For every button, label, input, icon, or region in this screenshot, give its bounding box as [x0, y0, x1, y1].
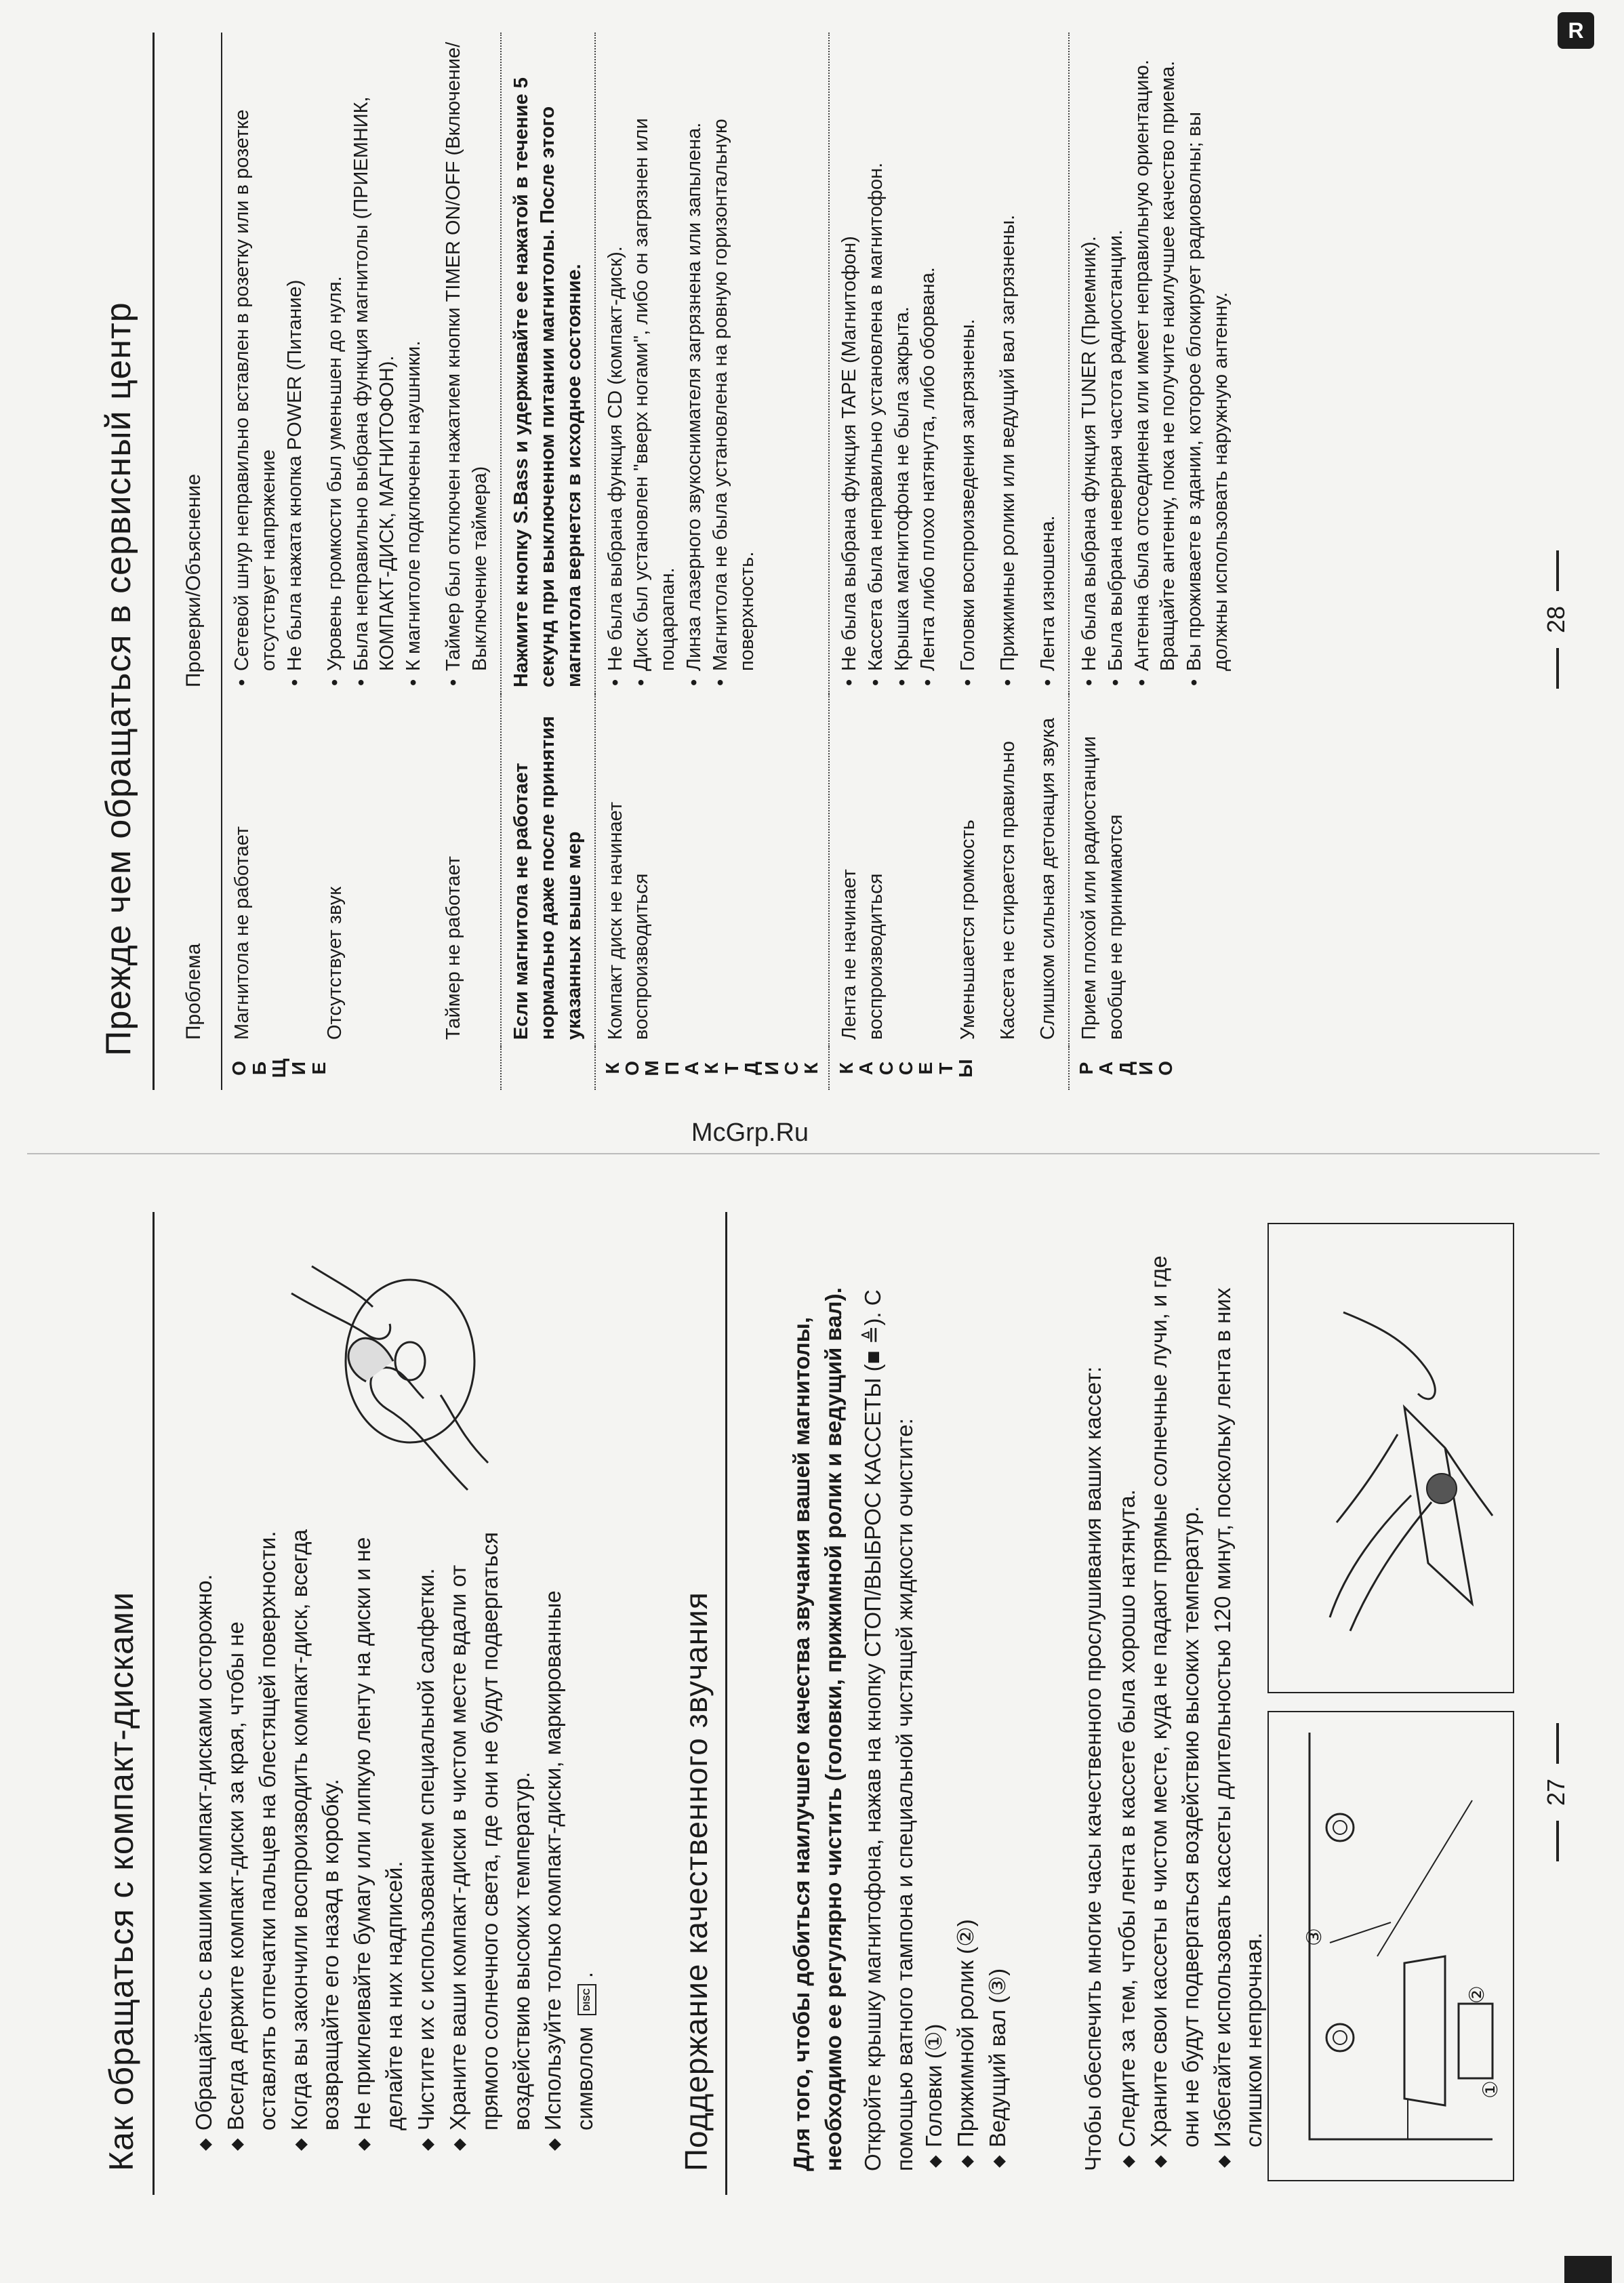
section-letter: Щ	[268, 1058, 289, 1078]
right-title-underline	[153, 33, 155, 1090]
check-cell	[315, 33, 434, 694]
check-item: • Прижимные ролики или ведущий вал загрязнены.	[995, 39, 1021, 687]
section-letter: О	[1155, 1061, 1177, 1076]
section-letter: О	[621, 1061, 643, 1076]
label-heads: ①	[1480, 2080, 1502, 2099]
trouble-row	[434, 33, 501, 1090]
check-list	[603, 39, 760, 687]
check-item: • Лента изношена.	[1035, 39, 1061, 687]
check-cell	[222, 33, 315, 694]
section-letters	[595, 1047, 829, 1090]
section-letter: К	[800, 1062, 822, 1074]
check-list	[1076, 39, 1234, 687]
cd-care-item: ◆ Чистите их с использованием специальной салфетки.	[411, 1527, 443, 2151]
check-item: • К магнитоле подключены наушники.	[401, 39, 427, 687]
compact-disc-logo: DISC	[577, 1984, 596, 2015]
problem-cell: Прием плохой или радиостанции вообще не принимаются	[1069, 694, 1241, 1047]
title2-underline	[725, 1212, 727, 2195]
sound-quality-title: Поддержание качественного звучания	[678, 1592, 714, 2171]
trouble-row	[829, 33, 948, 1090]
label-capstan: ③	[1303, 1928, 1326, 1946]
check-cell	[948, 33, 988, 694]
section-letter: Д	[1115, 1062, 1137, 1075]
page-number-left: 27	[1542, 1708, 1570, 1876]
section-letter: Е	[915, 1062, 937, 1075]
section-letter: Т	[935, 1062, 956, 1074]
reset-instruction: Нажмите кнопку S.Bass и удерживайте ее нажатой в течение 5 секунд при выключенном питании магнитолы. После этого магнитола вернется в исходное состояние.	[510, 77, 585, 687]
section-letter: О	[228, 1061, 250, 1076]
check-cell	[1069, 33, 1241, 694]
check-item: • Не была выбрана функция TAPE (Магнитофон)	[836, 39, 863, 687]
check-cell	[829, 33, 948, 694]
section-letter: Т	[720, 1062, 742, 1074]
section-letter: Ы	[955, 1059, 977, 1078]
section-letters	[829, 1047, 1069, 1090]
language-badge: R	[1558, 12, 1594, 49]
problem-cell: Лента не начинает воспроизводиться	[829, 694, 948, 1047]
trouble-row	[988, 33, 1028, 1090]
section-letters	[222, 1047, 501, 1090]
title-underline	[153, 1212, 155, 2195]
section-letter: Р	[1075, 1062, 1097, 1075]
trouble-row	[948, 33, 988, 1090]
trouble-row	[222, 33, 315, 1090]
problem-cell: Магнитола не работает	[222, 694, 315, 1047]
section-letter: К	[701, 1062, 723, 1074]
check-item: • Линза лазерного звукоснимателя загрязнена или запылена.	[681, 39, 708, 687]
open-lid-instructions: Откройте крышку магнитофона, нажав на кнопку СТОП/ВЫБРОС КАССЕТЫ (■ ≜). С помощью ватного тампона и специальной чистящей жидкости очистите:	[860, 1289, 917, 2171]
check-cell	[434, 33, 501, 694]
service-title: Прежде чем обращаться в сервисный центр	[99, 302, 138, 1056]
cd-care-item: ◆ Когда вы закончили воспроизводить компакт-диск, всегда возвращайте его назад в коробку.	[284, 1527, 348, 2151]
section-letter: П	[661, 1061, 683, 1076]
check-list	[995, 39, 1021, 687]
check-cell	[988, 33, 1028, 694]
trouble-row	[595, 33, 829, 1090]
check-item: • Крышка магнитофона не была закрыта.	[889, 39, 916, 687]
section-letter: И	[288, 1061, 310, 1076]
label-pinch-roller: ②	[1466, 1985, 1488, 2004]
cd-care-list	[188, 1527, 601, 2151]
tape-care-item: ◆ Следите за тем, чтобы лента в кассете была хорошо натянута.	[1112, 1226, 1143, 2168]
check-list	[1035, 39, 1061, 687]
section-letter: Б	[248, 1061, 270, 1076]
clean-part-item: ◆ Ведущий вал (③)	[982, 1558, 1014, 2168]
trouble-row	[315, 33, 434, 1090]
check-list	[836, 39, 941, 687]
check-item: • Кассета была неправильно установлена в магнитофон.	[863, 39, 889, 687]
trouble-row	[1028, 33, 1069, 1090]
problem-cell: Компакт диск не начинает воспроизводиться	[595, 694, 829, 1047]
tape-care-list	[1112, 1226, 1270, 2168]
clean-parts-list	[918, 1558, 1014, 2168]
tape-care-item: ◆ Храните свои кассеты в чистом месте, куда не падают прямые солнечные лучи, и где они не будут подвергаться воздействию высоких температур.	[1143, 1226, 1207, 2168]
section-letter: А	[855, 1061, 877, 1076]
check-item: • Не была нажата кнопка POWER (Питание)	[282, 39, 308, 687]
trouble-row	[1069, 33, 1241, 1090]
troubleshooting-table	[169, 33, 1241, 1090]
check-cell	[1028, 33, 1069, 694]
check-item: • Была выбрана неверная частота радиостанции.	[1103, 39, 1129, 687]
check-item: • Магнитола не была установлена на ровную горизонтальную поверхность.	[708, 39, 760, 687]
cd-care-item: ◆ Обращайтесь с вашими компакт-дисками осторожно.	[188, 1527, 220, 2151]
column-header-check: Проверки/Объяснение	[169, 33, 222, 694]
section-letters	[1069, 1047, 1241, 1090]
check-list	[229, 39, 308, 687]
tape-care-item: ◆ Избегайте использовать кассеты длительностью 120 минут, поскольку лента в них слишком непрочная.	[1207, 1226, 1271, 2168]
check-item: • Таймер был отключен нажатием кнопки TIMER ON/OFF (Включение/Выключение таймера)	[441, 39, 493, 687]
cd-handling-illustration	[264, 1239, 515, 1517]
section-letter: А	[681, 1061, 703, 1076]
check-item: • Уровень громкости был уменьшен до нуля.	[322, 39, 348, 687]
cd-care-item: ◆ Храните ваши компакт-диски в чистом месте вдали от прямого солнечного света, где они не будут подвергаться воздействию высоких температур.	[443, 1527, 538, 2151]
tape-head-diagram	[1267, 1711, 1514, 2181]
section-letter: К	[601, 1062, 623, 1074]
problem-cell: Слишком сильная детонация звука	[1036, 717, 1059, 1040]
check-item: • Вы проживаете в здании, которое блокирует радиоволны; вы должны использовать наружную антенну.	[1181, 39, 1234, 687]
section-letter: С	[895, 1061, 916, 1076]
left-edge-tab	[1564, 2256, 1612, 2283]
cd-handling-title: Как обращаться с компакт-дисками	[102, 1591, 140, 2171]
clean-part-item: ◆ Прижимной ролик (②)	[950, 1558, 982, 2168]
check-item: • Лента либо плохо натянута, либо оборвана.	[915, 39, 941, 687]
cleaning-illustration	[1267, 1223, 1514, 1693]
check-item: • Была неправильно выбрана функция магнитолы (ПРИЕМНИК, КОМПАКТ-ДИСК, МАГНИТОФОН).	[348, 39, 401, 687]
check-item: • Диск был установлен "вверх ногами", либо он загрязнен или поцарапан.	[628, 39, 681, 687]
check-item: • Не была выбрана функция CD (компакт-диск).	[603, 39, 629, 687]
section-letter: С	[781, 1061, 803, 1076]
section-letter: И	[760, 1061, 782, 1076]
problem-cell: Если магнитола не работает нормально даже после принятия указанных выше мер	[501, 694, 595, 1047]
check-item: • Сетевой шнур неправильно вставлен в розетку или в розетке отсутствует напряжение	[229, 39, 282, 687]
watermark: McGrp.Ru	[691, 1118, 809, 1147]
cd-care-item-text: Используйте только компакт-диски, маркированные символом	[540, 1590, 598, 2130]
section-letter: С	[875, 1061, 897, 1076]
maintenance-intro: Для того, чтобы добиться наилучшего качества звучания вашей магнитолы, необходимо ее регулярно чистить (головки, прижимной ролик и ведущий вал).	[789, 1287, 846, 2171]
check-list	[322, 39, 427, 687]
section-letter: Е	[308, 1062, 329, 1075]
problem-cell: Таймер не работает	[443, 855, 465, 1040]
section-letter: Д	[741, 1062, 763, 1075]
trouble-row	[501, 33, 595, 1090]
check-item: • Не была выбрана функция TUNER (Приемник).	[1076, 39, 1103, 687]
check-list	[955, 39, 981, 687]
problem-cell: Отсутствует звук	[323, 887, 346, 1040]
column-header-problem: Проблема	[169, 694, 222, 1047]
problem-cell: Уменьшается громкость	[957, 820, 979, 1040]
check-cell	[501, 33, 595, 694]
cd-care-item: ◆ Всегда держите компакт-диски за края, чтобы не оставлять отпечатки пальцев на блестящей поверхности.	[220, 1527, 284, 2151]
cd-care-item: ◆ Используйте только компакт-диски, маркированные символом DISC .	[537, 1527, 601, 2151]
check-list	[441, 39, 493, 687]
tape-care-intro: Чтобы обеспечить многие часы качественного прослушивания ваших кассет:	[1080, 1366, 1105, 2171]
section-letters	[501, 1047, 595, 1090]
center-fold	[27, 1153, 1600, 1154]
check-item: • Головки воспроизведения загрязнены.	[955, 39, 981, 687]
problem-cell: Кассета не стирается правильно	[997, 741, 1019, 1040]
section-letter: К	[835, 1062, 857, 1074]
check-item: • Антенна была отсоединена или имеет неправильную ориентацию. Вращайте антенну, пока не получите наилучшее качество приема.	[1129, 39, 1182, 687]
cd-care-item: ◆ Не приклеивайте бумагу или липкую ленту на диски и не делайте на них надписей.	[347, 1527, 411, 2151]
clean-part-item: ◆ Головки (①)	[918, 1558, 950, 2168]
check-cell	[595, 33, 829, 694]
section-letter: И	[1135, 1061, 1156, 1076]
page-number-right: 28	[1542, 536, 1570, 704]
section-letter: А	[1095, 1061, 1117, 1076]
section-letter: М	[641, 1060, 663, 1076]
